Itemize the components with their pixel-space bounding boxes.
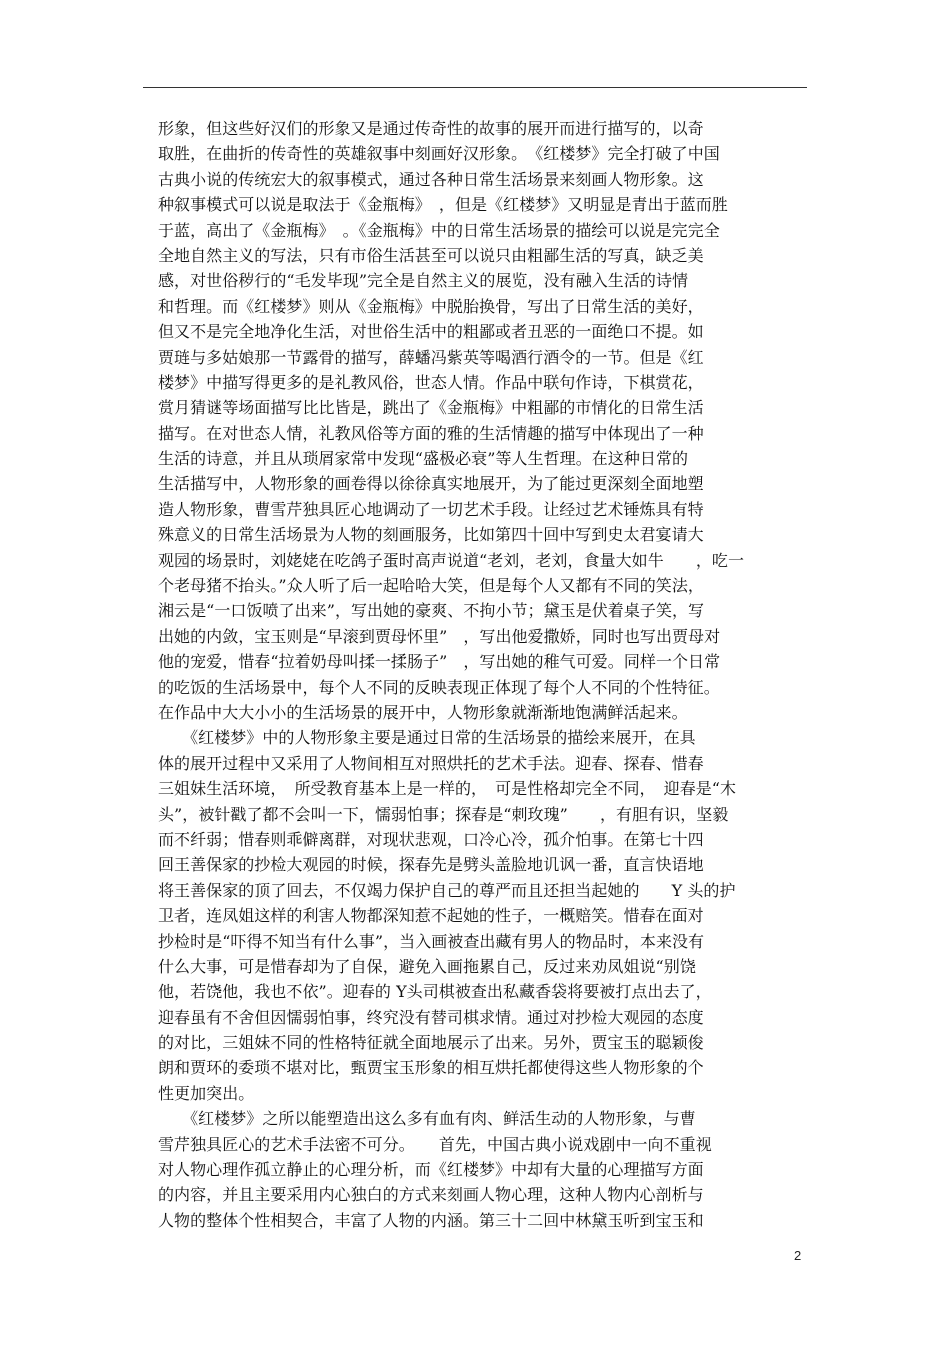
body-text	[158, 116, 818, 1233]
text-line: 于蓝，高出了《金瓶梅》 。《金瓶梅》中的日常生活场景的描绘可以说是完完全	[158, 220, 720, 240]
text-line: 全地自然主义的写法，只有市俗生活甚至可以说只由粗鄙生活的写真，缺乏美	[158, 245, 704, 265]
text-line: 个老母猪不抬头。”众人听了后一起哈哈大笑，但是每个人又都有不同的笑法，	[158, 576, 704, 596]
text-line: 三姐妹生活环境， 所受教育基本上是一样的， 可是性格却完全不同， 迎春是“木	[158, 779, 737, 799]
text-line: 但又不是完全地净化生活，对世俗生活中的粗鄙或者丑恶的一面绝口不提。如	[158, 322, 704, 342]
text-line: 的吃饭的生活场景中，每个人不同的反映表现正体现了每个人不同的个性特征。	[158, 677, 720, 697]
text-line: 卫者，连凤姐这样的利害人物都深知惹不起她的性子，一概赔笑。惜春在面对	[158, 906, 704, 926]
text-line: 他的宠爱，惜春“拉着奶母叫揉一揉肠子” ，写出她的稚气可爱。同样一个日常	[158, 652, 721, 672]
text-line: 种叙事模式可以说是取法于《金瓶梅》 ，但是《红楼梦》又明显是青出于蓝而胜	[158, 195, 728, 215]
text-line: 回王善保家的抄检大观园的时候，探春先是劈头盖脸地讥讽一番，直言快语地	[158, 855, 704, 875]
text-line: 和哲理。而《红楼梦》则从《金瓶梅》中脱胎换骨，写出了日常生活的美好，	[158, 296, 704, 316]
text-line: 造人物形象，曹雪芹独具匠心地调动了一切艺术手段。让经过艺术锤炼具有特	[158, 499, 704, 519]
text-line: 的对比，三姐妹不同的性格特征就全面地展示了出来。另外，贾宝玉的聪颖俊	[158, 1033, 704, 1053]
text-line: 观园的场景时，刘姥姥在吃鸽子蛋时高声说道“老刘，老刘，食量大如牛 ，吃一	[158, 550, 745, 570]
text-line: 《红楼梦》中的人物形象主要是通过日常的生活场景的描绘来展开，在具	[158, 728, 696, 748]
text-line: 形象，但这些好汉们的形象又是通过传奇性的故事的展开而进行描写的，以奇	[158, 119, 704, 138]
header-rule	[143, 87, 807, 88]
text-line: 抄检时是“吓得不知当有什么事”，当入画被查出藏有男人的物品时，本来没有	[158, 931, 705, 951]
text-line: 迎春虽有不舍但因懦弱怕事，终究没有替司棋求情。通过对抄检大观园的态度	[158, 1007, 704, 1027]
text-line: 什么大事，可是惜春却为了自保，避免入画拖累自己，反过来劝凤姐说“别饶	[158, 956, 696, 976]
text-line: 殊意义的日常生活场景为人物的刻画服务，比如第四十回中写到史太君宴请大	[158, 525, 704, 545]
text-line: 对人物心理作孤立静止的心理分析，而《红楼梦》中却有大量的心理描写方面	[158, 1160, 704, 1180]
text-line: 在作品中大大小小的生活场景的展开中，人物形象就渐渐地饱满鲜活起来。	[158, 702, 688, 722]
text-line: 赏月猜谜等场面描写比比皆是，跳出了《金瓶梅》中粗鄙的市情化的日常生活	[158, 398, 704, 418]
text-line: 性更加突出。	[158, 1083, 255, 1103]
text-line: 生活的诗意，并且从琐屑家常中发现“盛极必衰”等人生哲理。在这种日常的	[158, 449, 689, 469]
text-line: 而不纤弱；惜春则乖僻离群，对现状悲观，口冷心冷，孤介怕事。在第七十四	[158, 829, 704, 849]
text-line: 古典小说的传统宏大的叙事模式，通过各种日常生活场景来刻画人物形象。这	[158, 169, 704, 189]
text-line: 的内容，并且主要采用内心独白的方式来刻画人物心理，这种人物内心剖析与	[158, 1185, 704, 1205]
text-line: 湘云是“一口饭喷了出来”，写出她的豪爽、不拘小节；黛玉是伏着桌子笑，写	[158, 601, 705, 621]
text-line: 贾琏与多姑娘那一节露骨的描写，薛蟠冯紫英等喝酒行酒令的一节。但是《红	[158, 347, 704, 367]
text-line: 体的展开过程中又采用了人物间相互对照烘托的艺术手法。迎春、探春、惜春	[158, 753, 704, 773]
text-line: 取胜，在曲折的传奇性的英雄叙事中刻画好汉形象。 《红楼梦》完全打破了中国	[158, 144, 720, 164]
text-line: 楼梦》中描写得更多的是礼教风俗，世态人情。作品中联句作诗，下棋赏花，	[158, 372, 704, 392]
text-line: 出她的内敛，宝玉则是“早滚到贾母怀里” ，写出他爱撒娇，同时也写出贾母对	[158, 626, 721, 646]
text-line: 人物的整体个性相契合，丰富了人物的内涵。第三十二回中林黛玉听到宝玉和	[158, 1210, 704, 1230]
text-line: 《红楼梦》之所以能塑造出这么多有血有肉、鲜活生动的人物形象，与曹	[158, 1109, 696, 1129]
text-line: 将王善保家的顶了回去，不仅竭力保护自己的尊严而且还担当起她的 Y 头的护	[158, 880, 736, 900]
text-line: 朗和贾环的委琐不堪对比，甄贾宝玉形象的相互烘托都使得这些人物形象的个	[158, 1058, 704, 1078]
page-number: 2	[794, 1248, 802, 1263]
text-line: 生活描写中，人物形象的画卷得以徐徐真实地展开，为了能过更深刻全面地塑	[158, 474, 704, 494]
text-line: 感，对世俗秽行的“毛发毕现”完全是自然主义的展览，没有融入生活的诗情	[158, 271, 689, 291]
text-line: 描写。在对世态人情，礼教风俗等方面的雅的生活情趣的描写中体现出了一种	[158, 423, 704, 443]
text-line: 雪芹独具匠心的艺术手法密不可分。 首先，中国古典小说戏剧中一向不重视	[158, 1134, 712, 1154]
text-line: 头”，被针戳了都不会叫一下，懦弱怕事；探春是“刺玫瑰” ，有胆有识，坚毅	[158, 804, 729, 824]
text-line: 他，若饶他，我也不依”。迎春的 Y头司棋被查出私藏香袋将要被打点出去了，	[158, 982, 712, 1002]
